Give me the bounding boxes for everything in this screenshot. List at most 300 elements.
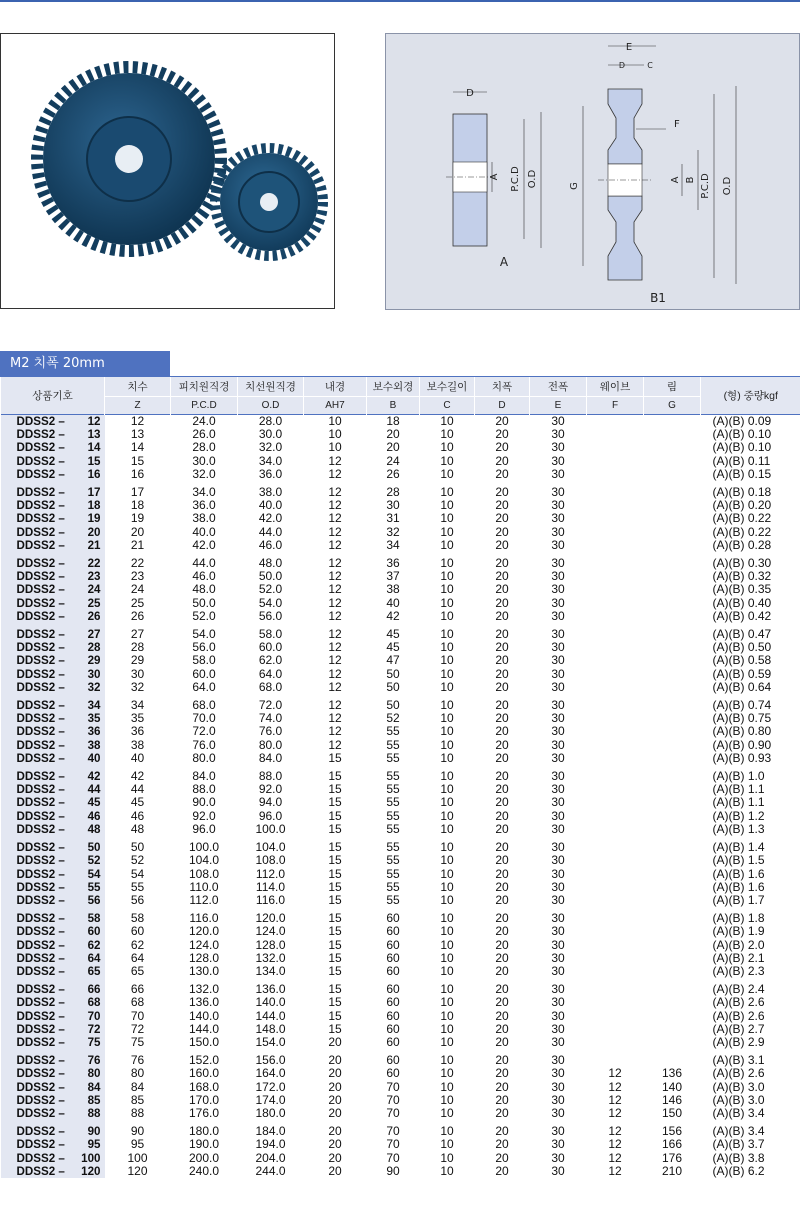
product-code-number: 27 [87,628,101,642]
cell-z: 55 [130,879,145,894]
product-code-number: 17 [87,486,101,500]
cell-c: 10 [440,1034,454,1049]
cell-ah7: 12 [328,466,342,481]
cell-b: 52 [386,711,400,726]
cell-weight: (A)(B) 0.80 [712,724,772,739]
cell-ah7: 15 [328,924,342,939]
cell-f [587,868,644,881]
cell-f [587,681,644,694]
cell-od: 64.0 [258,666,283,681]
cell-f [587,1049,644,1067]
cell-weight: (A)(B) 3.0 [712,1092,765,1107]
dim-label-c: C [647,61,653,70]
cell-weight: (A)(B) 2.6 [712,995,765,1010]
cell-c: 10 [440,750,454,765]
product-code-prefix: DDSS2 – [16,822,65,836]
product-code-prefix: DDSS2 – [16,751,65,765]
cell-f [587,881,644,894]
product-code-cell [1,1120,105,1138]
header-teeth: 치수 [105,377,171,397]
product-code-prefix: DDSS2 – [16,1093,65,1107]
product-code-cell [1,881,105,894]
table-row [1,694,800,712]
cell-c: 10 [440,1021,454,1036]
product-code-prefix: DDSS2 – [16,1106,65,1120]
cell-ah7: 20 [328,1066,342,1081]
cell-od: 58.0 [258,627,283,642]
cell-z: 14 [130,440,145,455]
cell-e: 30 [551,911,565,926]
cell-e: 30 [551,737,565,752]
cell-d: 20 [495,963,509,978]
cell-g [644,654,701,667]
cell-g [644,681,701,694]
cell-d: 20 [495,666,509,681]
cell-d: 20 [495,653,509,668]
cell-ah7: 20 [328,1105,342,1120]
product-code-prefix: DDSS2 – [16,486,65,500]
cell-ah7: 15 [328,937,342,952]
cell-pcd: 70.0 [192,711,216,726]
cell-od: 148.0 [255,1021,286,1036]
cell-weight: (A)(B) 0.30 [712,556,772,571]
cell-b: 55 [386,795,400,810]
cell-pcd: 90.0 [192,795,216,810]
cell-e: 30 [551,853,565,868]
cell-f [587,725,644,738]
cell-e: 30 [551,769,565,784]
product-code-number: 28 [87,641,101,655]
cell-od: 28.0 [258,414,283,428]
cell-z: 38 [130,737,145,752]
cell-f [587,415,644,429]
cell-d: 20 [495,595,509,610]
cell-f [587,468,644,481]
cell-pcd: 52.0 [192,608,216,623]
product-code-cell [1,854,105,867]
cell-d: 20 [495,485,509,500]
cell-c: 10 [440,821,454,836]
cell-f [587,668,644,681]
cell-pcd: 72.0 [192,724,216,739]
table-row [1,752,800,765]
product-code-number: 34 [87,699,101,713]
table-row [1,712,800,725]
cell-z: 23 [130,569,145,584]
cell-ah7: 15 [328,866,342,881]
cell-z: 68 [130,995,145,1010]
cell-od: 54.0 [258,595,283,610]
cell-e: 30 [551,627,565,642]
cell-od: 204.0 [255,1150,286,1165]
cell-g [644,1036,701,1049]
cell-pcd: 56.0 [192,640,216,655]
cell-f [587,854,644,867]
cell-ah7: 15 [328,995,342,1010]
cell-g [644,868,701,881]
product-code-number: 64 [87,951,101,965]
cell-f [587,952,644,965]
cell-f [587,552,644,570]
cell-z: 28 [130,640,145,655]
product-code-number: 48 [87,822,101,836]
table-row [1,854,800,867]
product-code-cell [1,1067,105,1080]
cell-e: 30 [551,795,565,810]
cell-weight: (A)(B) 1.4 [712,840,765,855]
cell-pcd: 40.0 [192,524,216,539]
cell-c: 10 [440,427,454,442]
cell-ah7: 20 [328,1092,342,1107]
cell-e: 30 [551,524,565,539]
product-code-number: 100 [81,1151,101,1165]
cell-e: 30 [551,1079,565,1094]
product-code-prefix: DDSS2 – [16,454,65,468]
cell-e: 30 [551,440,565,455]
cell-g [644,978,701,996]
cell-ah7: 20 [328,1137,342,1152]
cell-pcd: 96.0 [192,821,216,836]
cell-d: 20 [495,511,509,526]
product-code-cell [1,415,105,429]
cell-ah7: 15 [328,963,342,978]
cell-pcd: 60.0 [192,666,216,681]
cell-b: 55 [386,821,400,836]
product-code-prefix: DDSS2 – [16,854,65,868]
cell-weight: (A)(B) 2.1 [712,950,765,965]
cell-ah7: 10 [328,440,342,455]
cell-f: 12 [608,1124,622,1139]
cell-ah7: 20 [328,1053,342,1068]
product-code-number: 70 [87,1009,101,1023]
cell-od: 96.0 [258,808,283,823]
cell-z: 52 [130,853,145,868]
product-code-cell [1,965,105,978]
dim-label-pcd-right: P.C.D [700,173,711,199]
cell-ah7: 15 [328,853,342,868]
sub-header-od: O.D [238,397,304,415]
cell-pcd: 32.0 [192,466,216,481]
product-code-number: 14 [87,441,101,455]
cell-weight: (A)(B) 1.0 [712,769,765,784]
cell-z: 34 [130,698,145,713]
cell-b: 38 [386,582,400,597]
cell-c: 10 [440,1105,454,1120]
cell-ah7: 12 [328,498,342,513]
cell-pcd: 136.0 [188,995,220,1010]
cell-od: 184.0 [255,1124,286,1139]
cell-b: 55 [386,866,400,881]
cell-ah7: 15 [328,840,342,855]
product-code-number: 32 [87,680,101,694]
top-rule [0,0,800,2]
cell-g [644,597,701,610]
cell-b: 55 [386,840,400,855]
product-code-cell [1,836,105,854]
cell-pcd: 84.0 [192,769,216,784]
cell-ah7: 12 [328,653,342,668]
cell-od: 72.0 [258,698,283,713]
spec-table [0,377,800,1178]
cell-b: 60 [386,1021,400,1036]
cell-pcd: 104.0 [188,853,220,868]
cell-od: 56.0 [258,608,283,623]
product-code-prefix: DDSS2 – [16,880,65,894]
cell-od: 30.0 [258,427,283,442]
product-code-cell [1,712,105,725]
product-code-cell [1,539,105,552]
cell-c: 10 [440,1092,454,1107]
cell-f: 12 [608,1092,622,1107]
cell-f: 12 [608,1105,622,1120]
cell-d: 20 [495,924,509,939]
cell-g [644,1023,701,1036]
cell-e: 30 [551,1163,565,1178]
product-code-number: 66 [87,983,101,997]
product-code-cell [1,641,105,654]
product-code-cell [1,978,105,996]
product-code-number: 76 [87,1054,101,1068]
cell-pcd: 160.0 [188,1066,220,1081]
cell-d: 20 [495,427,509,442]
dimension-diagram [385,33,800,310]
header-hub-diameter: 보수외경 [367,377,420,397]
cell-g [644,907,701,925]
cell-z: 24 [130,582,145,597]
cell-d: 20 [495,1066,509,1081]
cell-od: 60.0 [258,640,283,655]
cell-z: 22 [130,556,145,571]
cell-d: 20 [495,440,509,455]
product-code-prefix: DDSS2 – [16,1054,65,1068]
cell-g: 210 [661,1163,683,1178]
cell-od: 112.0 [255,866,286,881]
cell-d: 20 [495,1124,509,1139]
cell-z: 48 [130,821,145,836]
table-row [1,868,800,881]
cell-ah7: 12 [328,569,342,584]
cell-weight: (A)(B) 2.9 [712,1034,765,1049]
header-total-width: 전폭 [530,377,587,397]
cell-c: 10 [440,569,454,584]
cell-b: 42 [386,608,400,623]
cell-e: 30 [551,595,565,610]
product-code-prefix: DDSS2 – [16,770,65,784]
product-code-prefix: DDSS2 – [16,712,65,726]
table-row [1,1067,800,1080]
product-code-cell [1,481,105,499]
cell-d: 20 [495,640,509,655]
product-code-cell [1,952,105,965]
cell-d: 20 [495,750,509,765]
cell-c: 10 [440,640,454,655]
cell-c: 10 [440,1137,454,1152]
product-code-prefix: DDSS2 – [16,654,65,668]
cell-f [587,712,644,725]
product-code-cell [1,796,105,809]
table-row [1,1081,800,1094]
cell-e: 30 [551,653,565,668]
cell-b: 20 [386,440,400,455]
product-code-cell [1,455,105,468]
cell-b: 55 [386,808,400,823]
product-code-prefix: DDSS2 – [16,557,65,571]
cell-b: 55 [386,769,400,784]
cell-z: 26 [130,608,145,623]
product-code-cell [1,694,105,712]
product-code-prefix: DDSS2 – [16,964,65,978]
product-code-cell [1,428,105,441]
product-code-number: 65 [87,964,101,978]
cell-d: 20 [495,582,509,597]
product-code-prefix: DDSS2 – [16,538,65,552]
cell-e: 30 [551,556,565,571]
product-code-number: 15 [87,454,101,468]
product-code-number: 23 [87,570,101,584]
cell-ah7: 12 [328,627,342,642]
cell-ah7: 15 [328,769,342,784]
cell-f [587,441,644,454]
cell-z: 44 [130,782,145,797]
cell-ah7: 12 [328,453,342,468]
cell-z: 66 [130,982,145,997]
product-code-cell [1,1049,105,1067]
product-code-cell [1,1094,105,1107]
cell-c: 10 [440,608,454,623]
cell-b: 20 [386,427,400,442]
cell-c: 10 [440,724,454,739]
cell-weight: (A)(B) 3.1 [712,1053,765,1068]
cell-b: 70 [386,1124,400,1139]
cell-weight: (A)(B) 0.10 [712,440,772,455]
cell-e: 30 [551,937,565,952]
cell-e: 30 [551,866,565,881]
cell-weight: (A)(B) 1.6 [712,866,765,881]
product-code-prefix: DDSS2 – [16,867,65,881]
table-row [1,512,800,525]
product-code-prefix: DDSS2 – [16,428,65,442]
cell-od: 156.0 [255,1053,286,1068]
cell-pcd: 168.0 [188,1079,220,1094]
product-code-cell [1,441,105,454]
cell-c: 10 [440,982,454,997]
cell-f [587,823,644,836]
cell-d: 20 [495,679,509,694]
cell-e: 30 [551,698,565,713]
cell-g: 166 [661,1137,683,1152]
dim-label-d: D [466,88,474,99]
product-code-prefix: DDSS2 – [16,725,65,739]
dim-label-a-left: A [489,173,500,181]
cell-e: 30 [551,537,565,552]
cell-c: 10 [440,1053,454,1068]
cell-g: 146 [661,1092,683,1107]
cell-d: 20 [495,627,509,642]
product-code-cell [1,583,105,596]
cell-g [644,499,701,512]
cell-e: 30 [551,995,565,1010]
cell-od: 144.0 [255,1008,286,1023]
table-row [1,481,800,499]
table-row [1,1010,800,1023]
product-code-prefix: DDSS2 – [16,796,65,810]
product-code-number: 25 [87,596,101,610]
product-code-cell [1,1152,105,1165]
cell-od: 94.0 [258,795,283,810]
product-code-prefix: DDSS2 – [16,499,65,513]
cell-od: 84.0 [258,750,283,765]
cell-ah7: 20 [328,1163,342,1178]
cell-g: 150 [661,1105,683,1120]
table-row [1,1138,800,1151]
cell-d: 20 [495,1008,509,1023]
cell-e: 30 [551,679,565,694]
cell-b: 50 [386,698,400,713]
cell-pcd: 28.0 [192,440,216,455]
product-code-cell [1,894,105,907]
cell-g [644,468,701,481]
cell-weight: (A)(B) 3.4 [712,1105,765,1120]
product-code-cell [1,823,105,836]
cell-od: 34.0 [258,453,283,468]
cell-od: 92.0 [258,782,283,797]
product-code-number: 22 [87,557,101,571]
cell-c: 10 [440,698,454,713]
product-code-prefix: DDSS2 – [16,996,65,1010]
cell-b: 70 [386,1137,400,1152]
cell-f [587,965,644,978]
cell-f: 12 [608,1079,622,1094]
cell-weight: (A)(B) 0.74 [712,698,772,713]
cell-pcd: 24.0 [192,414,216,428]
cell-e: 30 [551,1105,565,1120]
cell-weight: (A)(B) 0.22 [712,511,772,526]
table-row [1,623,800,641]
cell-b: 32 [386,524,400,539]
header-hub-length: 보수길이 [420,377,475,397]
cell-g [644,823,701,836]
cell-c: 10 [440,911,454,926]
cell-b: 55 [386,724,400,739]
cell-d: 20 [495,724,509,739]
product-code-number: 13 [87,428,101,442]
cell-f [587,907,644,925]
table-row [1,468,800,481]
cell-f [587,925,644,938]
product-code-prefix: DDSS2 – [16,809,65,823]
product-code-number: 42 [87,770,101,784]
cell-c: 10 [440,595,454,610]
cell-weight: (A)(B) 1.1 [712,795,765,810]
cell-e: 30 [551,427,565,442]
cell-c: 10 [440,892,454,907]
cell-od: 74.0 [258,711,283,726]
cell-g [644,1049,701,1067]
cell-e: 30 [551,782,565,797]
cell-b: 40 [386,595,400,610]
cell-weight: (A)(B) 1.1 [712,782,765,797]
dim-label-f: F [674,119,680,130]
cell-z: 120 [127,1163,148,1178]
product-code-prefix: DDSS2 – [16,783,65,797]
dim-label-od-right: O.D [722,176,733,196]
cell-pcd: 50.0 [192,595,216,610]
cell-pcd: 92.0 [192,808,216,823]
cell-weight: (A)(B) 0.22 [712,524,772,539]
product-code-prefix: DDSS2 – [16,1125,65,1139]
product-code-number: 40 [87,751,101,765]
cell-weight: (A)(B) 0.15 [712,466,772,481]
